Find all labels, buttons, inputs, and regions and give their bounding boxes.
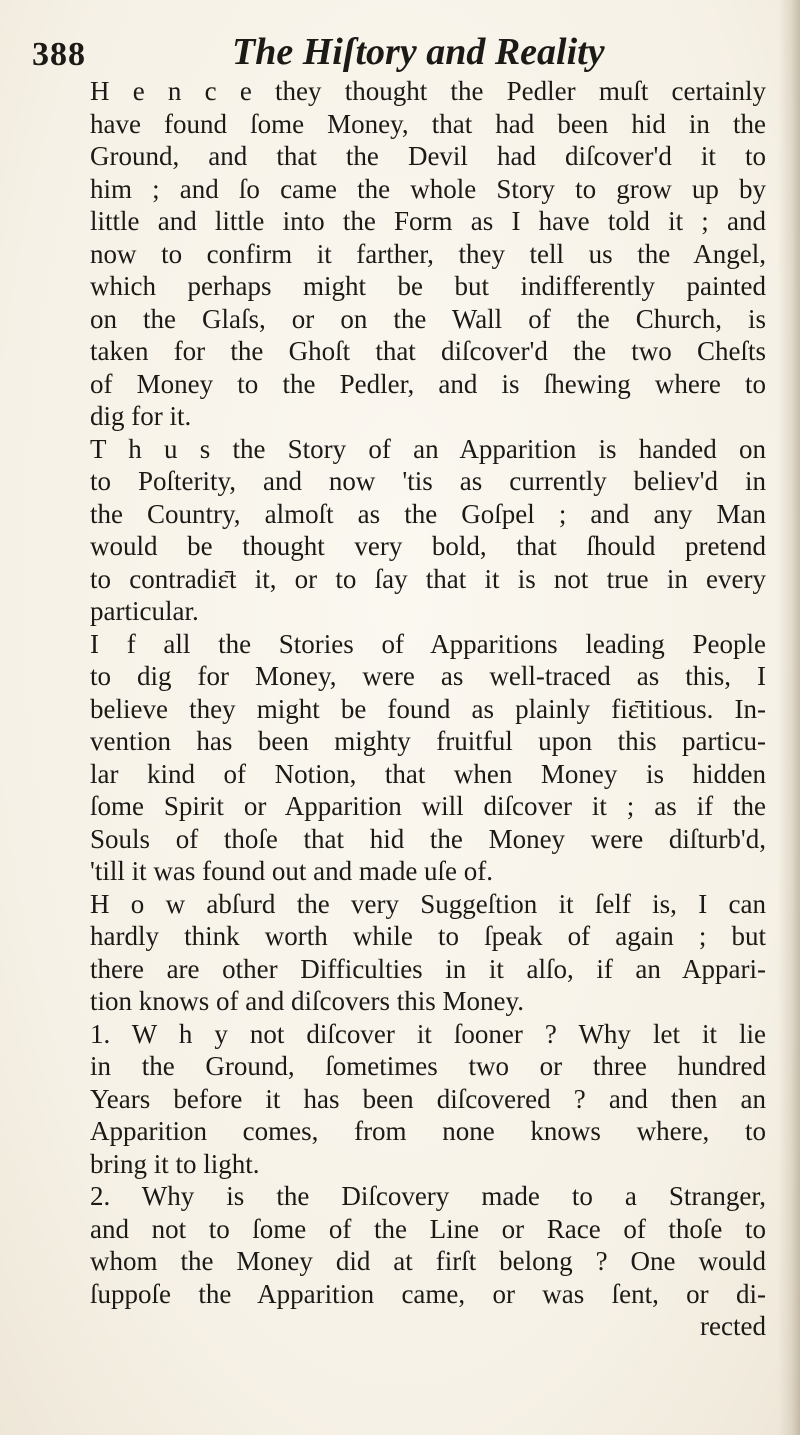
page-edge-shadow bbox=[778, 0, 800, 1435]
running-title: The Hiſtory and Reality bbox=[232, 31, 605, 73]
body-text bbox=[90, 75, 766, 1343]
text-line: now to confirm it farther, they tell us the Angel, bbox=[90, 238, 766, 269]
text-line: Apparition comes, from none knows where, to bbox=[90, 1116, 766, 1146]
text-line: lar kind of Notion, that when Money is hidden bbox=[90, 758, 766, 789]
text-line: whom the Money did at firſt belong ? One would bbox=[90, 1246, 766, 1276]
text-line: bring it to light. bbox=[90, 1148, 260, 1179]
text-line: ſuppoſe the Apparition came, or was ſent, or di- bbox=[90, 1278, 766, 1309]
text-line: tion knows of and diſcovers this Money. bbox=[90, 986, 524, 1016]
text-line: Ground, and that the Devil had diſcover'd it to bbox=[90, 141, 766, 171]
text-line: ſome Spirit or Apparition will diſcover it ; as if the bbox=[90, 791, 766, 821]
text-line: Years before it has been diſcovered ? and then an bbox=[90, 1083, 766, 1114]
text-line: particular. bbox=[90, 596, 199, 626]
text-line: him ; and ſo came the whole Story to grow up by bbox=[90, 173, 766, 204]
text-line: hardly think worth while to ſpeak of again ; but bbox=[90, 921, 766, 951]
text-line: T h u s the Story of an Apparition is handed on bbox=[90, 433, 766, 464]
text-line: 2. Why is the Diſcovery made to a Stranger, bbox=[90, 1181, 766, 1211]
text-line: vention has been mighty fruitful upon this particu- bbox=[90, 726, 766, 756]
text-line: there are other Difficulties in it alſo, if an Appari- bbox=[90, 953, 766, 984]
text-line: to dig for Money, were as well-traced as this, I bbox=[90, 661, 766, 691]
text-line: H o w abſurd the very Suggeſtion it ſelf is, I can bbox=[90, 888, 766, 919]
text-line: would be thought very bold, that ſhould pretend bbox=[90, 531, 766, 561]
text-line: in the Ground, ſometimes two or three hundred bbox=[90, 1051, 766, 1081]
text-line: taken for the Ghoſt that diſcover'd the two Cheſts bbox=[90, 336, 766, 366]
text-line: to Poſterity, and now 'tis as currently believ'd in bbox=[90, 466, 766, 496]
text-line: believe they might be found as plainly fiɛ̄titious. In- bbox=[90, 693, 766, 724]
text-line: the Country, almoſt as the Goſpel ; and any Man bbox=[90, 498, 766, 529]
text-line: and not to ſome of the Line or Race of thoſe to bbox=[90, 1213, 766, 1244]
page-number: 388 bbox=[32, 36, 86, 73]
text-line: 1. W h y not diſcover it ſooner ? Why let it lie bbox=[90, 1018, 766, 1049]
text-line: which perhaps might be but indifferently painted bbox=[90, 271, 766, 301]
text-line: on the Glaſs, or on the Wall of the Church, is bbox=[90, 303, 766, 334]
text-line: H e n c e they thought the Pedler muſt certainly bbox=[90, 76, 766, 106]
text-line: I f all the Stories of Apparitions leading People bbox=[90, 628, 766, 659]
text-line: have found ſome Money, that had been hid in the bbox=[90, 108, 766, 139]
text-line: to contradiɛ̄t it, or to ſay that it is not true in every bbox=[90, 563, 766, 594]
text-line: 'till it was found out and made uſe of. bbox=[90, 856, 494, 886]
text-line: Souls of thoſe that hid the Money were diſturb'd, bbox=[90, 823, 766, 854]
text-line: dig for it. bbox=[90, 401, 192, 431]
text-line: of Money to the Pedler, and is ſhewing where to bbox=[90, 368, 766, 399]
catchword: rected bbox=[700, 1311, 766, 1341]
text-line: little and little into the Form as I have told it ; and bbox=[90, 206, 766, 236]
